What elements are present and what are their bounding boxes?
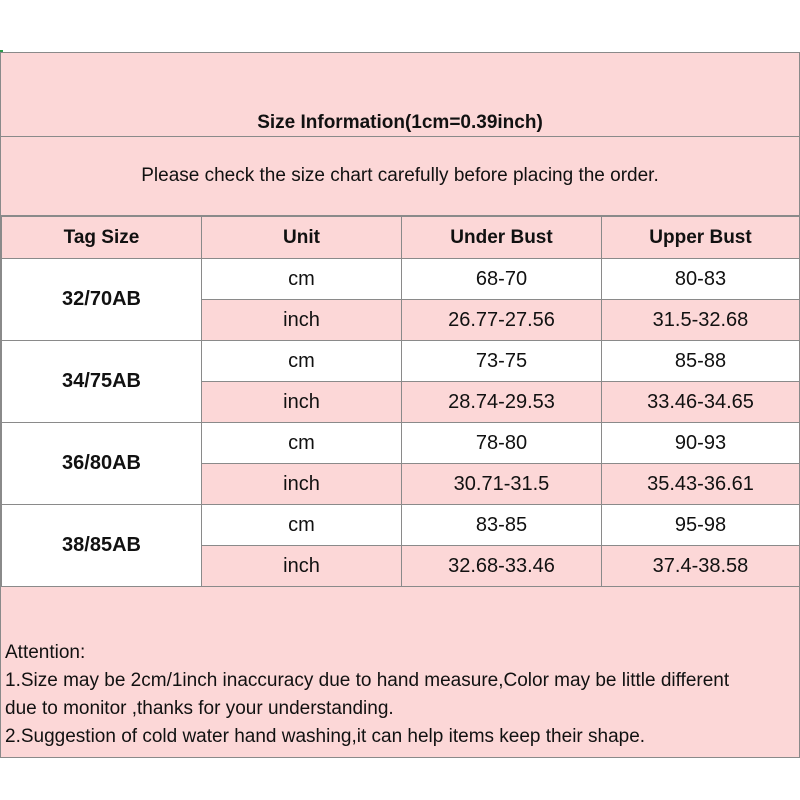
unit-cell: cm <box>202 423 402 464</box>
unit-cell: inch <box>202 464 402 505</box>
under-bust-cell: 26.77-27.56 <box>402 300 602 341</box>
attention-notes <box>5 639 795 751</box>
table-row <box>2 505 800 546</box>
unit-cell: cm <box>202 505 402 546</box>
under-bust-cell: 83-85 <box>402 505 602 546</box>
size-chart-subtitle: Please check the size chart carefully before placing the order. <box>1 137 799 216</box>
tag-size-cell: 32/70AB <box>2 259 202 341</box>
table-row <box>2 341 800 382</box>
tag-size-cell: 36/80AB <box>2 423 202 505</box>
tag-size-cell: 34/75AB <box>2 341 202 423</box>
under-bust-cell: 32.68-33.46 <box>402 546 602 587</box>
header-tag-size: Tag Size <box>2 217 202 259</box>
header-upper-bust: Upper Bust <box>602 217 800 259</box>
unit-cell: inch <box>202 546 402 587</box>
unit-cell: cm <box>202 341 402 382</box>
attention-heading: Attention: <box>5 642 86 663</box>
under-bust-cell: 78-80 <box>402 423 602 464</box>
upper-bust-cell: 37.4-38.58 <box>602 546 800 587</box>
upper-bust-cell: 95-98 <box>602 505 800 546</box>
under-bust-cell: 28.74-29.53 <box>402 382 602 423</box>
table-row <box>2 423 800 464</box>
size-chart-title: Size Information(1cm=0.39inch) <box>1 53 799 137</box>
table-header-row <box>2 217 800 259</box>
header-unit: Unit <box>202 217 402 259</box>
upper-bust-cell: 35.43-36.61 <box>602 464 800 505</box>
size-table <box>1 216 800 587</box>
under-bust-cell: 68-70 <box>402 259 602 300</box>
unit-cell: inch <box>202 382 402 423</box>
unit-cell: cm <box>202 259 402 300</box>
attention-line: due to monitor ,thanks for your understanding. <box>5 698 394 719</box>
size-chart-sheet <box>0 52 800 758</box>
upper-bust-cell: 31.5-32.68 <box>602 300 800 341</box>
upper-bust-cell: 85-88 <box>602 341 800 382</box>
attention-line: 2.Suggestion of cold water hand washing,it can help items keep their shape. <box>5 726 646 747</box>
under-bust-cell: 73-75 <box>402 341 602 382</box>
header-under-bust: Under Bust <box>402 217 602 259</box>
under-bust-cell: 30.71-31.5 <box>402 464 602 505</box>
attention-line: 1.Size may be 2cm/1inch inaccuracy due to hand measure,Color may be little different <box>5 670 730 691</box>
upper-bust-cell: 33.46-34.65 <box>602 382 800 423</box>
unit-cell: inch <box>202 300 402 341</box>
tag-size-cell: 38/85AB <box>2 505 202 587</box>
upper-bust-cell: 80-83 <box>602 259 800 300</box>
upper-bust-cell: 90-93 <box>602 423 800 464</box>
table-row <box>2 259 800 300</box>
